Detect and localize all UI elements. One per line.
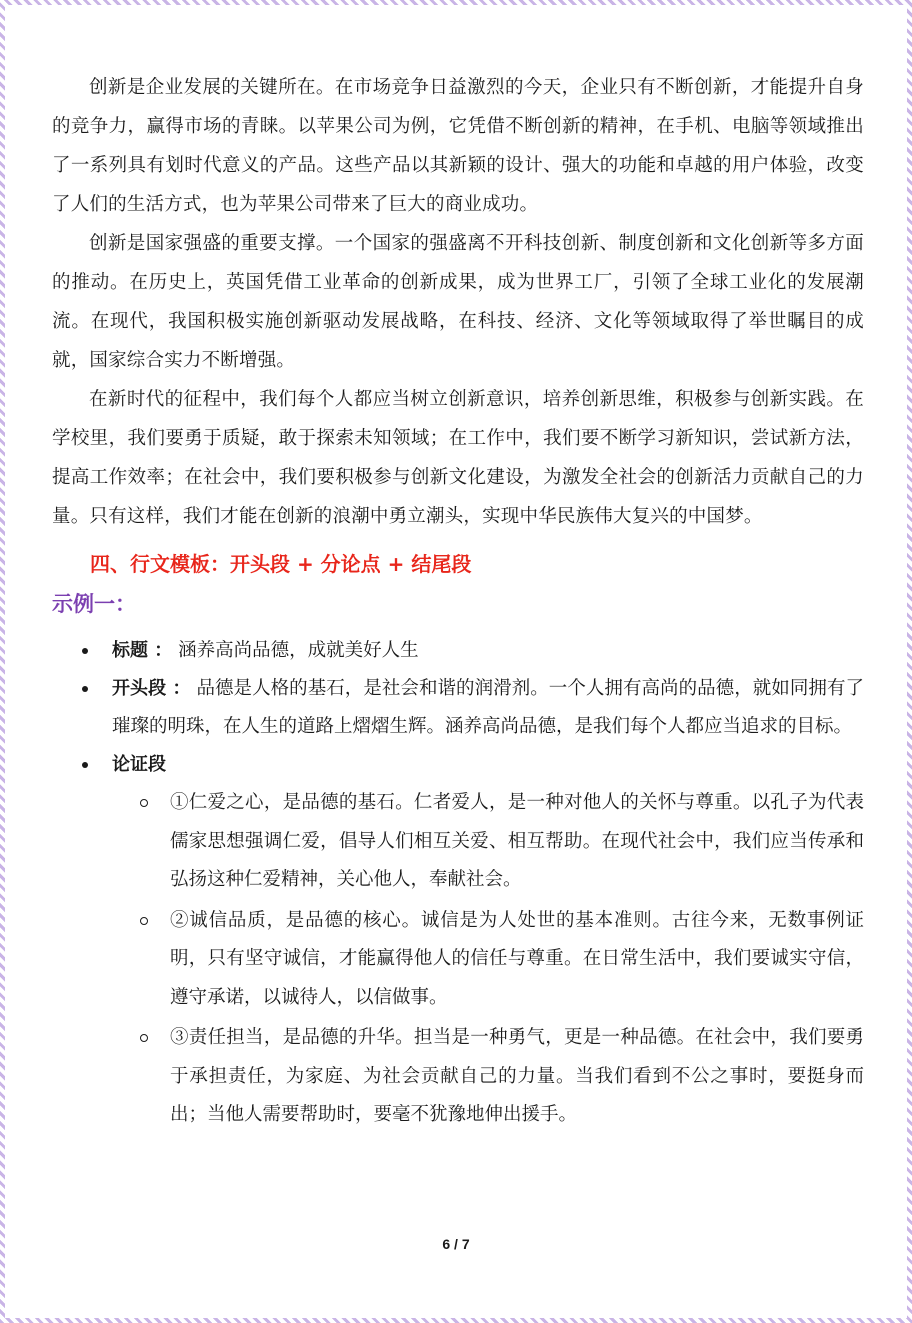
title-label: 标题 ： — [112, 640, 173, 661]
outline-list — [52, 632, 864, 784]
list-item-opening — [52, 670, 864, 746]
paragraph-enterprise: 创新是企业发展的关键所在。在市场竞争日益激烈的今天，企业只有不断创新，才能提升自身的竞争力，赢得市场的青睐。以苹果公司为例，它凭借不断创新的精神，在手机、电脑等领域推出了一系列具有划时代意义的产品。这些产品以其新颖的设计、强大的功能和卓越的用户体验，改变了人们的生活方式，也为苹果公司带来了巨大的商业成功。 — [52, 77, 864, 215]
argument-sublist — [52, 784, 864, 1135]
list-item-title — [52, 632, 864, 670]
page-number: 6 / 7 — [442, 1236, 470, 1252]
sub-point-text: ③责任担当，是品德的升华。担当是一种勇气，更是一种品德。在社会中，我们要勇于承担责任，为家庭、为社会贡献自己的力量。当我们看到不公之事时，要挺身而出；当他人需要帮助时，要毫不犹豫地伸出援手。 — [170, 1027, 864, 1125]
sub-point-text: ①仁爱之心，是品德的基石。仁者爱人，是一种对他人的关怀与尊重。以孔子为代表儒家思想强调仁爱，倡导人们相互关爱、相互帮助。在现代社会中，我们应当传承和弘扬这种仁爱精神，关心他人，奉献社会。 — [170, 792, 864, 890]
bullet-icon — [82, 762, 88, 768]
sub-point-integrity — [52, 902, 864, 1018]
circle-bullet-icon — [140, 917, 148, 925]
sub-point-text: ②诚信品质，是品德的核心。诚信是为人处世的基本准则。古往今来，无数事例证明，只有坚守诚信，才能赢得他人的信任与尊重。在日常生活中，我们要诚实守信，遵守承诺，以诚待人，以信做事。 — [170, 909, 864, 1008]
section-heading: 四、行文模板：开头段 + 分论点 + 结尾段 — [90, 552, 472, 576]
bullet-icon — [82, 648, 88, 654]
sub-point-responsibility — [52, 1019, 864, 1135]
opening-text: 品德是人格的基石，是社会和谐的润滑剂。一个人拥有高尚的品德，就如同拥有了璀璨的明珠，在人生的道路上熠熠生辉。涵养高尚品德，是我们每个人都应当追求的目标。 — [112, 678, 864, 737]
bullet-icon — [82, 686, 88, 692]
sub-point-benevolence — [52, 784, 864, 900]
paragraph-nation: 创新是国家强盛的重要支撑。一个国家的强盛离不开科技创新、制度创新和文化创新等多方面的推动。在历史上，英国凭借工业革命的创新成果，成为世界工厂，引领了全球工业化的发展潮流。在现代，我国积极实施创新驱动发展战略，在科技、经济、文化等领域取得了举世瞩目的成就，国家综合实力不断增强。 — [52, 233, 864, 371]
document-body — [52, 68, 864, 1137]
opening-label: 开头段 ： — [112, 678, 191, 699]
argument-label: 论证段 — [112, 754, 166, 775]
list-item-argument — [52, 746, 864, 784]
paragraph-individual: 在新时代的征程中，我们每个人都应当树立创新意识，培养创新思维，积极参与创新实践。在学校里，我们要勇于质疑，敢于探索未知领域；在工作中，我们要不断学习新知识，尝试新方法，提高工作效率；在社会中，我们要积极参与创新文化建设，为激发全社会的创新活力贡献自己的力量。只有这样，我们才能在创新的浪潮中勇立潮头，实现中华民族伟大复兴的中国梦。 — [52, 389, 864, 527]
circle-bullet-icon — [140, 799, 148, 807]
title-text: 涵养高尚品德，成就美好人生 — [178, 640, 419, 661]
example-heading: 示例一： — [52, 592, 136, 616]
circle-bullet-icon — [140, 1034, 148, 1042]
